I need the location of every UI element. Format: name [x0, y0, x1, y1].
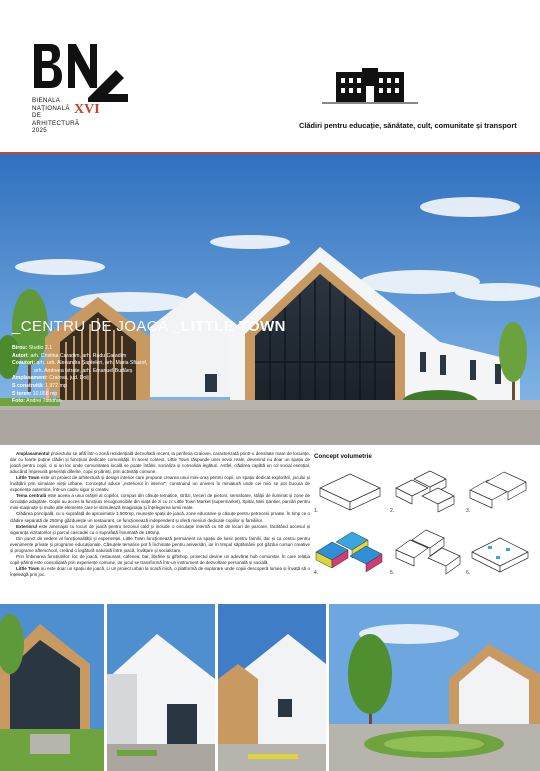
- credit-row: Autori: arh. Cristina Caradim, arh. Radu Caradim: [12, 352, 127, 359]
- desc-paragraph: Little Town este un proiect de arhitectură și design interior care propune crearea unui mini-oraș pentru copii, un spațiu dedicat explorării, jocului și învățării prin simulare vieții urbane. Conceptul aduce „exteriorul în interior”, construind un univers în miniatură unde cei mici se pot bucura de experiențe autentice, într-un cadru sigur și creativ.: [10, 475, 310, 493]
- credit-row: Amplasament: Craiova, jud. Dolj: [12, 375, 89, 382]
- concept-title: Concept volumetrie: [314, 453, 372, 460]
- credit-row: S teren: 10.058 mp: [12, 390, 58, 397]
- project-credits: [12, 345, 147, 406]
- step-label: 1.: [314, 508, 319, 514]
- credit-row: S construită: 1.972 mp: [12, 382, 67, 389]
- hero-photo: [0, 152, 540, 445]
- competition-category: Clădiri pentru educație, sănătate, cult, comunitate și transport: [299, 121, 517, 130]
- photo-courtyard: [0, 604, 104, 771]
- logo-sub-line: NAȚIONALĂ: [32, 104, 70, 112]
- building-category-icon: [322, 68, 418, 110]
- credit-row: Birou: Studio 2.1: [12, 345, 53, 351]
- project-description: [10, 451, 310, 578]
- project-title: [12, 318, 286, 335]
- credit-row: Foto: Andrei Tudoran: [12, 398, 62, 405]
- credit-row: Coautori: arh. urb. Alexandra Șapteleri, arh. Maria Sfiazof,: [12, 360, 148, 367]
- credit-row: arh. Andreea Istrate, arh. Emanuel Budăeș: [34, 367, 133, 374]
- step-label: 2.: [390, 508, 395, 514]
- logo-sub-line: ARHITECTURĂ: [32, 119, 80, 127]
- logo-sub-line: 2025: [32, 127, 47, 135]
- logo-sub-line: BIENALA: [32, 97, 61, 104]
- desc-paragraph: Din punct de vedere al funcționalității și experienței, Little Town funcționează permanent ca spațiu de loisir pentru familii, dar și ca centru pentru evenimente private și programe educaționale. Căsuțele tematice pot fi închiriate pentru aniversări, iar în timpul săptămânii pot găzdui cursuri creative și programe afterschool, creând o legătură naturală între joacă, învățare și socializare.: [10, 535, 310, 553]
- step-label: 5.: [390, 570, 395, 576]
- edition-number: XVI: [74, 102, 100, 117]
- logo-sub-line: DE: [32, 112, 42, 120]
- step-label: 6.: [466, 570, 471, 576]
- desc-paragraph: Exteriorul este amenajat cu locuri de joacă pentru sezonul cald și include o circulație internă cu 60 de locuri de parcare, facilitând accesul și siguranța vizitatorilor și parcul cascadei cu o suprafață însumată de 180mp.: [10, 523, 310, 535]
- bna-logo: [30, 40, 140, 145]
- photo-gable-detail: [218, 604, 326, 771]
- desc-paragraph: Little Town nu este doar un spațiu de joacă, ci un proiect urban la scară mică, o platformă de explorare unde copiii descoperă lumea și învață să o înțeleagă prin joc.: [10, 565, 311, 577]
- desc-paragraph: Clădirea principală, cu o suprafață de aproximativ 1.500mp, reunește spații de joacă, zone educative și căsuțe pentru petrecerii private. În timp ce o clădire separată de 250mp găzduiește un restaurant, ce funcționează independent și oferă meniuri dedicate copiilor și familiilor.: [10, 511, 310, 523]
- step-label: 3.: [466, 508, 471, 514]
- photo-white-volume: [107, 604, 215, 771]
- desc-paragraph: Amplasamentul proiectului se află într-o zonă rezidențială dezvoltată recent, la periferia Craiovei, caracterizată printr-o densitate mare de locuințe, dar cu foarte puține clădiri și funcțiuni dedicate comunității. În acest context, Little Town răspunde unei nevoi reale, devenind nu doar un spațiu de joacă pentru copii, ci și un loc unde comunitatea locală se poate întâlni, socializa și consolida legături. Astfel, clădirea capătă un rol social esențial, aducând împreună generații diferite, copii și părinți, prin activități comune.: [10, 451, 310, 475]
- desc-paragraph: Prin îmbinarea funcțiunilor: loc de joacă, restaurant, cafenea, bar, librărie și giftshop, proiectul devine un adevărat hub comunitar. În care relația copil-părinți este consolidată prin experiențe comune, iar jocul se transformă într-un instrument de dezvoltare personală și socială.: [10, 553, 310, 565]
- accent-rule: [0, 152, 540, 154]
- title-prefix: _CENTRU DE JOACA: [12, 318, 168, 335]
- concept-diagrams: [310, 466, 536, 602]
- photo-playground: [329, 604, 540, 771]
- volumetry-diagram: [310, 466, 536, 602]
- step-label: 4.: [314, 570, 319, 576]
- desc-paragraph: Tema centrală este aceea a unui orășel al copiilor, compus din căsuțe tematice, străzi, treceri de pietoni, semafoare, stâlpi de iluminat și zone de circulație adaptate. Copiii au acces la funcțiuni recognoscibile din viața de zi cu zi: Little Town Market (supermarket), Spital, Mini Șantier, parcări pentru mini-mașinuțe și multe alte elemente care le stimulează imaginația și înțelegerea lumii reale.: [10, 493, 311, 511]
- logo-subtitle: [32, 97, 79, 135]
- title-name: _LITTLE TOWN: [172, 318, 286, 335]
